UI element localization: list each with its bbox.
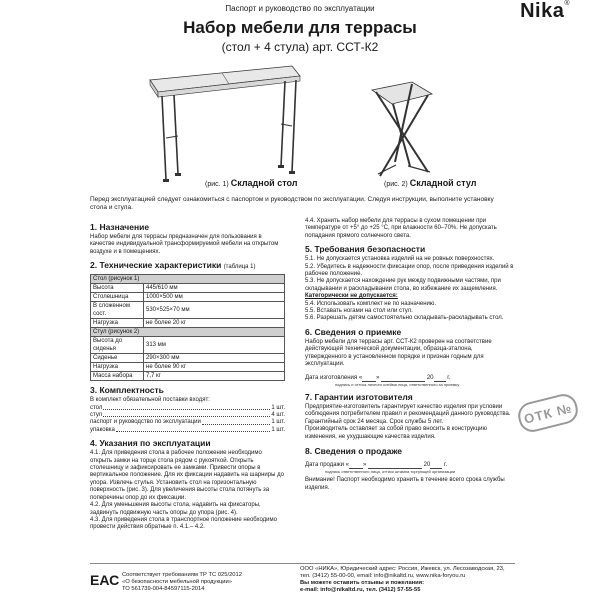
kit-item xyxy=(90,427,285,434)
spec-key: Сиденье xyxy=(91,354,144,363)
dot-leader xyxy=(202,419,271,424)
company-info: ООО «НИКА», Юридический адрес: Россия, Ижевск, ул. Лесозаводская, 23, тел. (3412) 55-00-00, email: info@nikaltd.ru, www.nika-foryou.ru Вы можете оставить отзывы и пожелания: e-mail: info@nikaltd.ru, тел. (3412) 57-55-55 xyxy=(300,566,505,593)
spec-row xyxy=(91,372,285,381)
dot-leader xyxy=(103,412,270,417)
section-6-title: 6. Сведения о приемке xyxy=(305,326,402,337)
section-8-title: 8. Сведения о продаже xyxy=(305,445,402,456)
spec-value: 7,7 кг xyxy=(144,372,285,381)
section-4-item: 4.4. Хранить набор мебели для террасы в сухом помещении при температуре от +5° до +25 °С, при влажности 60–70%. Не допускать попадания прямого солнечного света. xyxy=(305,218,497,239)
spec-row xyxy=(91,354,285,363)
section-5-title: 5. Требования безопасности xyxy=(305,244,426,255)
spec-group-label: Стул (рисунок 2) xyxy=(91,328,285,337)
spec-key: В сложенном сост. xyxy=(91,302,144,319)
section-1-title: 1. Назначение xyxy=(90,222,150,232)
spec-group-row xyxy=(91,328,285,337)
section-4-item: 4.3. Для приведения стола в транспортное положение необходимо провести действия обратные п. 4.1.– 4.2. xyxy=(90,516,277,531)
kit-item-name: упаковка xyxy=(90,426,115,433)
spec-key: Нагрузка xyxy=(91,319,144,328)
kit-item-qty: 1 шт. xyxy=(271,419,285,426)
kit-item-qty: 1 шт. xyxy=(271,426,285,433)
manufacture-date-line: Дата изготовления « » 20 г. xyxy=(305,374,451,381)
figure-2-caption: (рис. 2) Складной стул xyxy=(384,178,477,188)
spec-row xyxy=(91,302,285,319)
tr-compliance: Соответствует требованиям ТР ТС 025/2012 «О безопасности мебельной продукции» ТО 561739-004-84597115-2014 xyxy=(122,572,242,592)
section-1-text: Набор мебели для террасы предназначен для пользования в качестве индивидуальной трансформируемой мебели на открытом воздухе и в помещениях. xyxy=(90,234,279,255)
folding-table-illustration xyxy=(0,62,600,192)
kit-item-qty: 1 шт. xyxy=(271,404,285,411)
eac-mark: ЕАС xyxy=(90,572,120,588)
section-5-item: 5.2. Убедитесь в надежности фиксации опор, после приведения изделий в рабочее положение. xyxy=(305,263,514,278)
brand-name: Nika xyxy=(520,0,565,22)
section-4-item: 4.1. Для приведения стола в рабочее положение необходимо открыть замки на торце стола рядом с рукояткой. Открыть столешницу и зафиксировать ее замками. Привести опоры в вертикальное положение. Для их фиксации надавить на шарниры до упора. Извлечь стулья. Установить стол на горизонтальную поверхность (рис. 3). Для увеличения высоты стола потянуть за поперечины опор до их фиксации. xyxy=(90,450,284,501)
section-5-banned-title: Категорически не допускается: xyxy=(305,293,398,300)
brand-mark: ® xyxy=(564,0,570,7)
spec-group-row xyxy=(91,275,285,284)
spec-value: 1000×500 мм xyxy=(144,293,285,302)
spec-value: не более 90 кг xyxy=(144,363,285,372)
page-subtitle: (стол + 4 стула) арт. ССТ-К2 xyxy=(221,40,379,54)
dot-leader xyxy=(103,405,270,410)
section-3-title: 3. Комплектность xyxy=(90,385,164,396)
section-7-title: 7. Гарантии изготовителя xyxy=(305,391,413,402)
otk-stamp: ОТК № xyxy=(515,391,580,435)
section-5-banned-item: 5.5. Вставать ногами на стол или стул. xyxy=(305,308,413,315)
figures xyxy=(0,62,600,192)
acceptance-sign-caption: подпись и оттиск личного клейма лица, ответственного за приемку xyxy=(335,381,460,387)
dot-leader xyxy=(116,427,271,432)
section-7-item: Предприятие-изготовитель гарантирует качество изделия при условии соблюдения потребителем правил и рекомендаций данного руководства. xyxy=(305,403,511,418)
spec-value: не более 20 кг xyxy=(144,319,285,328)
section-3-lead: В комплект обязательной поставки входят: xyxy=(90,397,210,404)
sale-date-line: Дата продажи « » 20 г. xyxy=(305,461,448,468)
section-4-title: 4. Указания по эксплуатации xyxy=(90,438,211,449)
spec-row xyxy=(91,319,285,328)
spec-table xyxy=(90,274,285,381)
section-6-text: Набор мебели для террасы арт. ССТ-К2 проверен на соответствие действующей технической документации, образца-эталона, утвержденного в установленном порядке и признан годным для эксплуатации. xyxy=(305,338,492,368)
section-4-item: 4.2. Для уменьшения высоты стола, надавить на фиксаторы, задвинуть подвижную часть опоры до упора (рис. 4). xyxy=(90,502,261,516)
spec-row xyxy=(91,284,285,293)
spec-group-label: Стол (рисунок 1) xyxy=(91,275,285,284)
kit-item-name: паспорт и руководство по эксплуатации xyxy=(90,419,201,426)
section-5-banned-item: 5.4. Использовать комплект не по назначению. xyxy=(305,300,437,307)
sale-sign-caption: подпись ответственного лица, оттиск штампа торгующей организации xyxy=(325,469,456,475)
footer-divider xyxy=(90,563,515,564)
section-7-item: Производитель оставляет за собой право вносить в конструкцию изменения, не ухудшающие качества изделия. xyxy=(305,426,487,440)
spec-row xyxy=(91,293,285,302)
manual-title: Паспорт и руководство по эксплуатации xyxy=(225,4,375,13)
kit-item xyxy=(90,412,285,419)
section-2-title: 2. Технические характеристики (таблица 1) xyxy=(90,260,256,271)
spec-key: Высота xyxy=(91,284,144,293)
spec-value: 290×300 мм xyxy=(144,354,285,363)
kit-item xyxy=(90,419,285,426)
section-5-banned-item: 5.6. Разрешать детям самостоятельно складывать-раскладывать стол. xyxy=(305,315,504,322)
section-5-item: 5.1. Не допускается установка изделий на не ровных поверхностях. xyxy=(305,256,495,263)
kit-list xyxy=(90,405,285,435)
spec-key: Высота до сиденья xyxy=(91,337,144,354)
section-5-item: 5.3. Не допускается нахождение рук между подвижными частями, при складывании и раскладывании стола, во избежание их защемления. xyxy=(305,278,501,292)
kit-item-name: стул xyxy=(90,412,103,419)
spec-row xyxy=(91,337,285,354)
spec-value: 530×525×70 мм xyxy=(144,302,285,319)
section-7-item: Гарантийный срок 24 месяца. Срок службы 5 лет. xyxy=(305,418,444,425)
kit-item-name: стол xyxy=(90,404,103,411)
passport-note: Внимание! Паспорт необходимо хранить в течение всего срока службы изделия. xyxy=(305,477,505,491)
kit-item-qty: 4 шт. xyxy=(271,412,285,419)
kit-item xyxy=(90,405,285,412)
spec-key: Столешница xyxy=(91,293,144,302)
spec-key: Нагрузка xyxy=(91,363,144,372)
page-title: Набор мебели для террасы xyxy=(183,18,417,37)
spec-value: 445/610 мм xyxy=(144,284,285,293)
spec-row xyxy=(91,363,285,372)
spec-value: 313 мм xyxy=(144,337,285,354)
intro-text: Перед эксплуатацией следует ознакомиться с паспортом и руководством по эксплуатации. Следуя инструкции, выполните установку стола и стула. xyxy=(90,196,494,211)
folding-chair-illustration xyxy=(372,82,432,176)
spec-key: Масса набора xyxy=(91,372,144,381)
figure-1-caption: (рис. 1) Складной стол xyxy=(205,178,298,188)
right-column xyxy=(305,218,515,492)
left-column xyxy=(90,218,285,532)
